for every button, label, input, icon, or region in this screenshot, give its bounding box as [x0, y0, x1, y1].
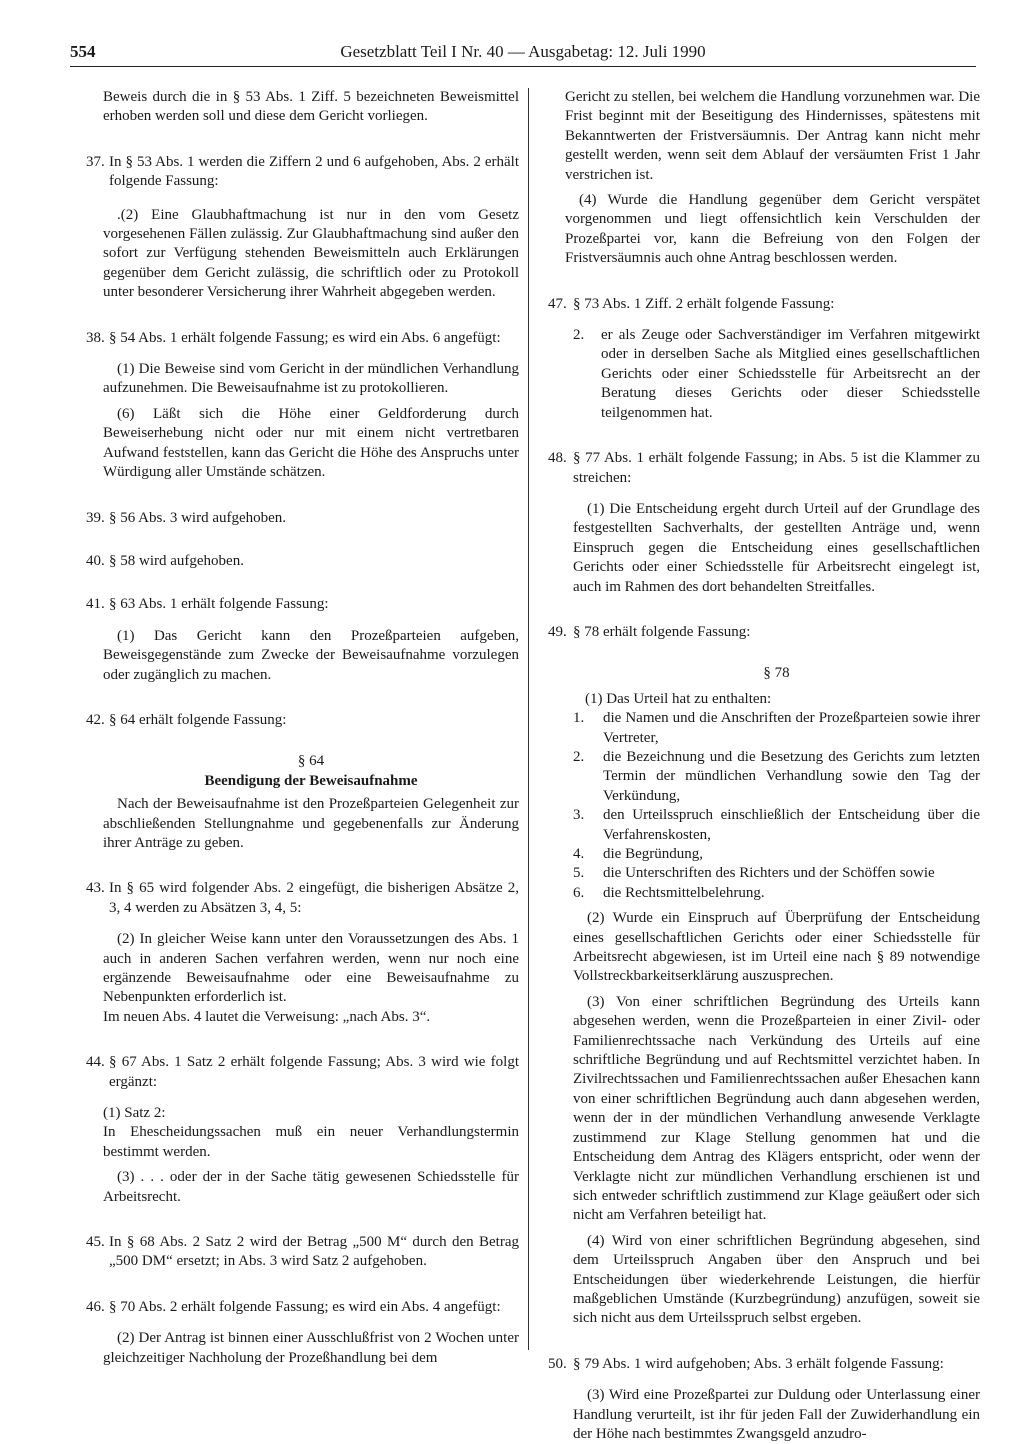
item-number: 47.: [548, 295, 567, 312]
continuation-paragraph: Gericht zu stellen, bei welchem die Handlung vorzunehmen war. Die Frist beginnt mit der Beseitigung des Hindernisses, spätestens mit Bekanntwerten der Fristversäumnis. Der Antrag kann nicht mehr gestellt werden, wenn seit dem Ablauf der versäumten Frist 1 Jahr verstrichen ist.: [565, 89, 980, 183]
amendment-paragraph: (2) Der Antrag ist binnen einer Ausschlußfrist von 2 Wochen unter gleichzeitiger Nachholung der Prozeßhandlung bei dem: [103, 1330, 519, 1366]
item-number: 44.: [86, 1054, 105, 1071]
item-44: [86, 1053, 519, 1092]
item-number: 45.: [86, 1234, 105, 1251]
item-text: § 56 Abs. 3 wird aufgehoben.: [109, 509, 287, 526]
item-number: 48.: [548, 450, 567, 467]
list-item: 6. die Rechtsmittelbelehrung.: [573, 884, 765, 901]
gazette-title: Gesetzblatt Teil I Nr. 40 — Ausgabetag: 12. Juli 1990: [340, 42, 706, 61]
item-45: [86, 1233, 519, 1272]
amendment-paragraph: (3) . . . oder der in der Sache tätig gewesenen Schiedsstelle für Arbeitsrecht.: [103, 1169, 519, 1205]
item-number: 49.: [548, 623, 567, 640]
item-number: 41.: [86, 596, 105, 613]
column-divider: [528, 88, 529, 1350]
item-text: § 58 wird aufgehoben.: [109, 552, 244, 569]
item-48: [548, 449, 980, 488]
list-item: 5. die Unterschriften des Richters und der Schöffen sowie: [573, 865, 935, 882]
enumerated-point: [573, 326, 980, 423]
item-49: [548, 623, 980, 642]
amendment-paragraph: (3) Wird eine Prozeßpartei zur Duldung oder Unterlassung einer Handlung verurteilt, ist ihr für jeden Fall der Zuwiderhandlung ein der Höhe nach bestimmtes Zwangsgeld anzudro-: [573, 1387, 980, 1442]
amendment-paragraph: (4) Wurde die Handlung gegenüber dem Gericht verspätet vorgenommen und liegt offensichtlich kein Verschulden der Prozeßpartei vor, kann die Befreiung von den Folgen der Fristversäumnis auch ohne Antrag beschlossen werden.: [565, 192, 980, 267]
amendment-paragraph: (1) Das Gericht kann den Prozeßparteien aufgeben, Beweisgegenstände zum Zwecke der Beweisaufnahme vorzulegen oder zugänglich zu machen.: [103, 627, 519, 683]
item-number: 50.: [548, 1355, 567, 1372]
item-number: 39.: [86, 509, 105, 526]
item-number: 40.: [86, 552, 105, 569]
list-item: 4. die Begründung,: [573, 846, 703, 862]
item-number: 37.: [86, 153, 105, 170]
section-title: Beendigung der Beweisaufnahme: [204, 772, 418, 789]
item-text: § 54 Abs. 1 erhält folgende Fassung; es wird ein Abs. 6 angefügt:: [109, 329, 501, 346]
item-text: § 70 Abs. 2 erhält folgende Fassung; es wird ein Abs. 4 angefügt:: [109, 1298, 501, 1315]
item-40: [86, 552, 519, 571]
item-number: 43.: [86, 880, 105, 897]
item-43: [86, 879, 519, 918]
point-number: 2.: [573, 327, 585, 344]
item-text: § 63 Abs. 1 erhält folgende Fassung:: [109, 596, 329, 613]
item-39: [86, 509, 519, 528]
item-text: In § 65 wird folgender Abs. 2 eingefügt, die bisherigen Absätze 2, 3, 4 werden zu Absätzen 3, 4, 5:: [109, 880, 519, 916]
page-header: [70, 40, 976, 67]
left-column: [86, 88, 519, 1368]
amendment-paragraph: (4) Wird von einer schriftlichen Begründung abgesehen, sind dem Urteilsspruch Angaben über den Anspruch und bei Entscheidungen über wiederkehrende Leistungen, die hierfür maßgeblichen Umstände (Kurzbegründung) anzufügen, soweit sie sich nicht aus dem Urteilsspruch selbst ergeben.: [573, 1232, 980, 1327]
section-number: § 64: [297, 753, 325, 770]
amendment-paragraph: (1) Die Entscheidung ergeht durch Urteil auf der Grundlage des festgestellten Sachverhalts, der gestellten Anträge und, wenn Einspruch gegen die Entscheidung eines gesellschaftlichen Gerichts oder einer Schiedsstelle für Arbeitsrecht eingelegt ist, auch im Rahmen des dort behandelten Streitfalles.: [573, 500, 980, 595]
item-37: [86, 153, 519, 192]
point-text: er als Zeuge oder Sachverständiger im Verfahren mitgewirkt oder in derselben Sache als Mitglied eines gesellschaftlichen Gerichts oder einer Schiedsstelle für Arbeitsrecht an der Beratung dieses Gerichts oder dieser Schiedsstelle teilgenommen hat.: [601, 327, 980, 421]
list-item: 3. den Urteilsspruch einschließlich der Entscheidung über die Verfahrenskosten,: [573, 807, 980, 843]
continuation-paragraph: Beweis durch die in § 53 Abs. 1 Ziff. 5 bezeichneten Beweismittel erhoben werden soll und diese dem Gericht vorliegen.: [103, 89, 519, 125]
item-text: § 77 Abs. 1 erhält folgende Fassung; in Abs. 5 ist die Klammer zu streichen:: [573, 450, 980, 486]
amendment-paragraph: (1) Die Beweise sind vom Gericht in der mündlichen Verhandlung aufzunehmen. Die Beweisaufnahme ist zu protokollieren.: [103, 361, 519, 397]
list-item: 1. die Namen und die Anschriften der Prozeßparteien sowie ihrer Vertreter,: [573, 710, 980, 746]
item-41: [86, 595, 519, 614]
amendment-paragraph: (2) Wurde ein Einspruch auf Überprüfung der Entscheidung eines gesellschaftlichen Gerichts oder einer Schiedsstelle für Arbeitsrecht abgewiesen, ist im Urteil eine nach § 89 notwendige Vollstreckbarkeitserklärung auszusprechen.: [573, 910, 980, 985]
item-38: [86, 329, 519, 348]
item-number: 46.: [86, 1298, 105, 1315]
amendment-paragraph: (3) Von einer schriftlichen Begründung des Urteils kann abgesehen werden, wenn die Prozeßparteien in einer Zivil- oder Familienrechtssache nach Verkündung des Urteils auf eine schriftliche Begründung und auf Rechtsmittel verzichtet haben. In Zivilrechtssachen und Familienrechtssachen außer Ehesachen kann von einer schriftlichen Begründung auch dann abgesehen werden, wenn der in der mündlichen Verhandlung anwesende Verklagte zustimmend zur Klage Stellung genommen hat und die Entscheidung dem Antrag des Klägers entspricht, oder wenn der Verklagte nicht zur mündlichen Verhandlung erschienen ist und sich entweder schriftlich zustimmend zur Klage geäußert oder sich nicht am Verfahren beteiligt hat.: [573, 993, 980, 1224]
list-item: 2. die Bezeichnung und die Besetzung des Gerichts zum letzten Termin der mündlichen Verhandlung sowie den Tag der Verkündung,: [573, 748, 980, 804]
amendment-paragraph: (2) In gleicher Weise kann unter den Voraussetzungen des Abs. 1 auch in anderen Sachen verfahren werden, wenn nur noch eine ergänzende Beweisaufnahme oder eine Beweisaufnahme zu Nebenpunkten erforderlich ist.: [103, 931, 519, 1006]
item-text: In § 53 Abs. 1 werden die Ziffern 2 und 6 aufgehoben, Abs. 2 erhält folgende Fassung:: [109, 153, 519, 190]
amendment-paragraph: Nach der Beweisaufnahme ist den Prozeßparteien Gelegenheit zur abschließenden Stellungnahme und gegebenenfalls zur Änderung ihrer Anträge zu geben.: [103, 796, 519, 851]
amendment-paragraph: (1) Das Urteil hat zu enthalten:: [585, 690, 772, 707]
item-text: In § 68 Abs. 2 Satz 2 wird der Betrag „500 M“ durch den Betrag „500 DM“ ersetzt; in Abs. 3 wird Satz 2 aufgehoben.: [109, 1234, 519, 1270]
page-number: 554: [70, 42, 96, 61]
item-50: [548, 1355, 980, 1374]
amendment-paragraph: Im neuen Abs. 4 lautet die Verweisung: „nach Abs. 3“.: [103, 1008, 431, 1025]
right-column: [548, 88, 980, 1444]
item-text: § 78 erhält folgende Fassung:: [573, 623, 751, 640]
item-text: § 64 erhält folgende Fassung:: [109, 711, 287, 728]
item-text: § 67 Abs. 1 Satz 2 erhält folgende Fassung; Abs. 3 wird wie folgt ergänzt:: [109, 1054, 519, 1090]
item-42: [86, 711, 519, 730]
item-number: 42.: [86, 711, 105, 728]
enumeration-list: [573, 709, 980, 903]
amendment-paragraph: (1) Satz 2:: [103, 1105, 166, 1122]
amendment-paragraph: .(2) Eine Glaubhaftmachung ist nur in den vom Gesetz vorgesehenen Fällen zulässig. Zur Glaubhaftmachung sind außer den sofort zur Verfügung stehenden Beweismitteln auch Erklärungen gegenüber dem Gericht zulässig, die schriftlich oder zu Protokoll unter besonderer Versicherung ihrer Wahrheit abgegeben werden.: [103, 206, 519, 301]
item-number: 38.: [86, 329, 105, 346]
section-number: § 78: [763, 665, 790, 682]
amendment-paragraph: (6) Läßt sich die Höhe einer Geldforderung durch Beweiserhebung nicht oder nur mit einem nicht vertretbaren Aufwand feststellen, kann das Gericht die Höhe des Anspruchs unter Würdigung aller Umstände schätzen.: [103, 405, 519, 481]
item-text: § 79 Abs. 1 wird aufgehoben; Abs. 3 erhält folgende Fassung:: [573, 1355, 944, 1372]
item-46: [86, 1298, 519, 1317]
item-text: § 73 Abs. 1 Ziff. 2 erhält folgende Fassung:: [573, 295, 835, 312]
item-47: [548, 295, 980, 314]
amendment-paragraph: In Ehescheidungssachen muß ein neuer Verhandlungstermin bestimmt werden.: [103, 1124, 519, 1160]
